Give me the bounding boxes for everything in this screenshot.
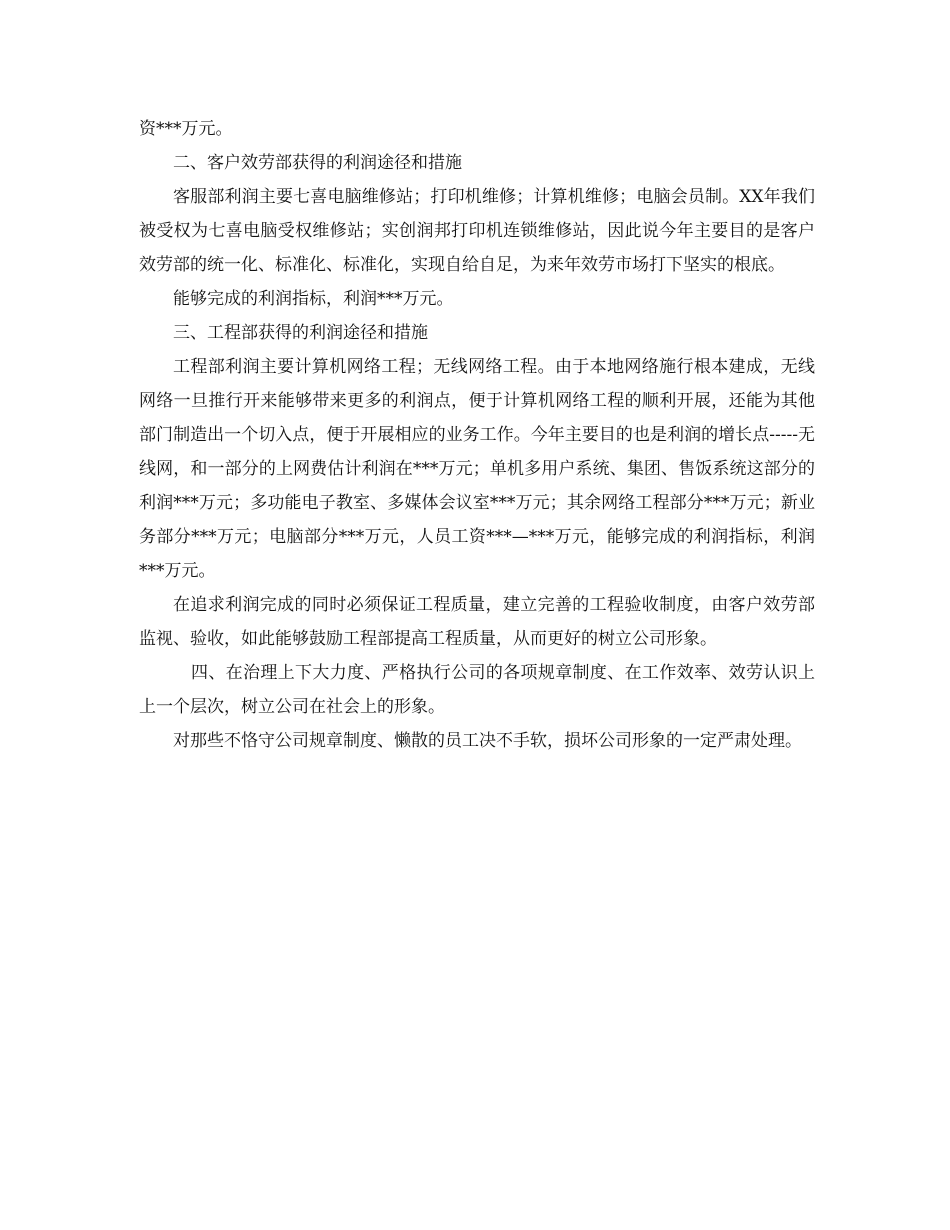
paragraph-customer-service-target: 能够完成的利润指标，利润***万元。 bbox=[173, 289, 454, 309]
section-heading-management: 四、在治理上下大力度、严格执行公司的各项规章制度、在工作效率、效劳认识上上一个层次，树立公司在社会上的形象。 bbox=[139, 663, 815, 717]
paragraph-quality: 在追求利润完成的同时必须保证工程质量，建立完善的工程验收制度，由客户效劳部监视、验收，如此能够鼓励工程部提高工程质量，从而更好的树立公司形象。 bbox=[139, 595, 815, 649]
paragraph-customer-service: 客服部利润主要七喜电脑维修站；打印机维修；计算机维修；电脑会员制。XX年我们被受权为七喜电脑受权维修站；实创润邦打印机连锁维修站，因此说今年主要目的是客户效劳部的统一化、标准化、标准化，实现自给自足，为来年效劳市场打下坚实的根底。 bbox=[139, 187, 815, 275]
section-heading-engineering: 三、工程部获得的利润途径和措施 bbox=[173, 323, 428, 343]
paragraph-engineering: 工程部利润主要计算机网络工程；无线网络工程。由于本地网络施行根本建成，无线网络一旦推行开来能够带来更多的利润点，便于计算机网络工程的顺利开展，还能为其他部门制造出一个切入点，便于开展相应的业务工作。今年主要目的也是利润的增长点-----无线网，和一部分的上网费估计利润在***万元；单机多用户系统、集团、售饭系统这部分的利润***万元；多功能电子教室、多媒体会议室***万元；其余网络工程部分***万元；新业务部分***万元；电脑部分***万元，人员工资***—***万元，能够完成的利润指标，利润***万元。 bbox=[139, 357, 815, 581]
paragraph-continuation: 资***万元。 bbox=[139, 119, 233, 139]
section-heading-customer-service: 二、客户效劳部获得的利润途径和措施 bbox=[173, 153, 462, 173]
document-body bbox=[139, 112, 815, 758]
paragraph-discipline: 对那些不恪守公司规章制度、懒散的员工决不手软，损坏公司形象的一定严肃处理。 bbox=[173, 731, 802, 751]
